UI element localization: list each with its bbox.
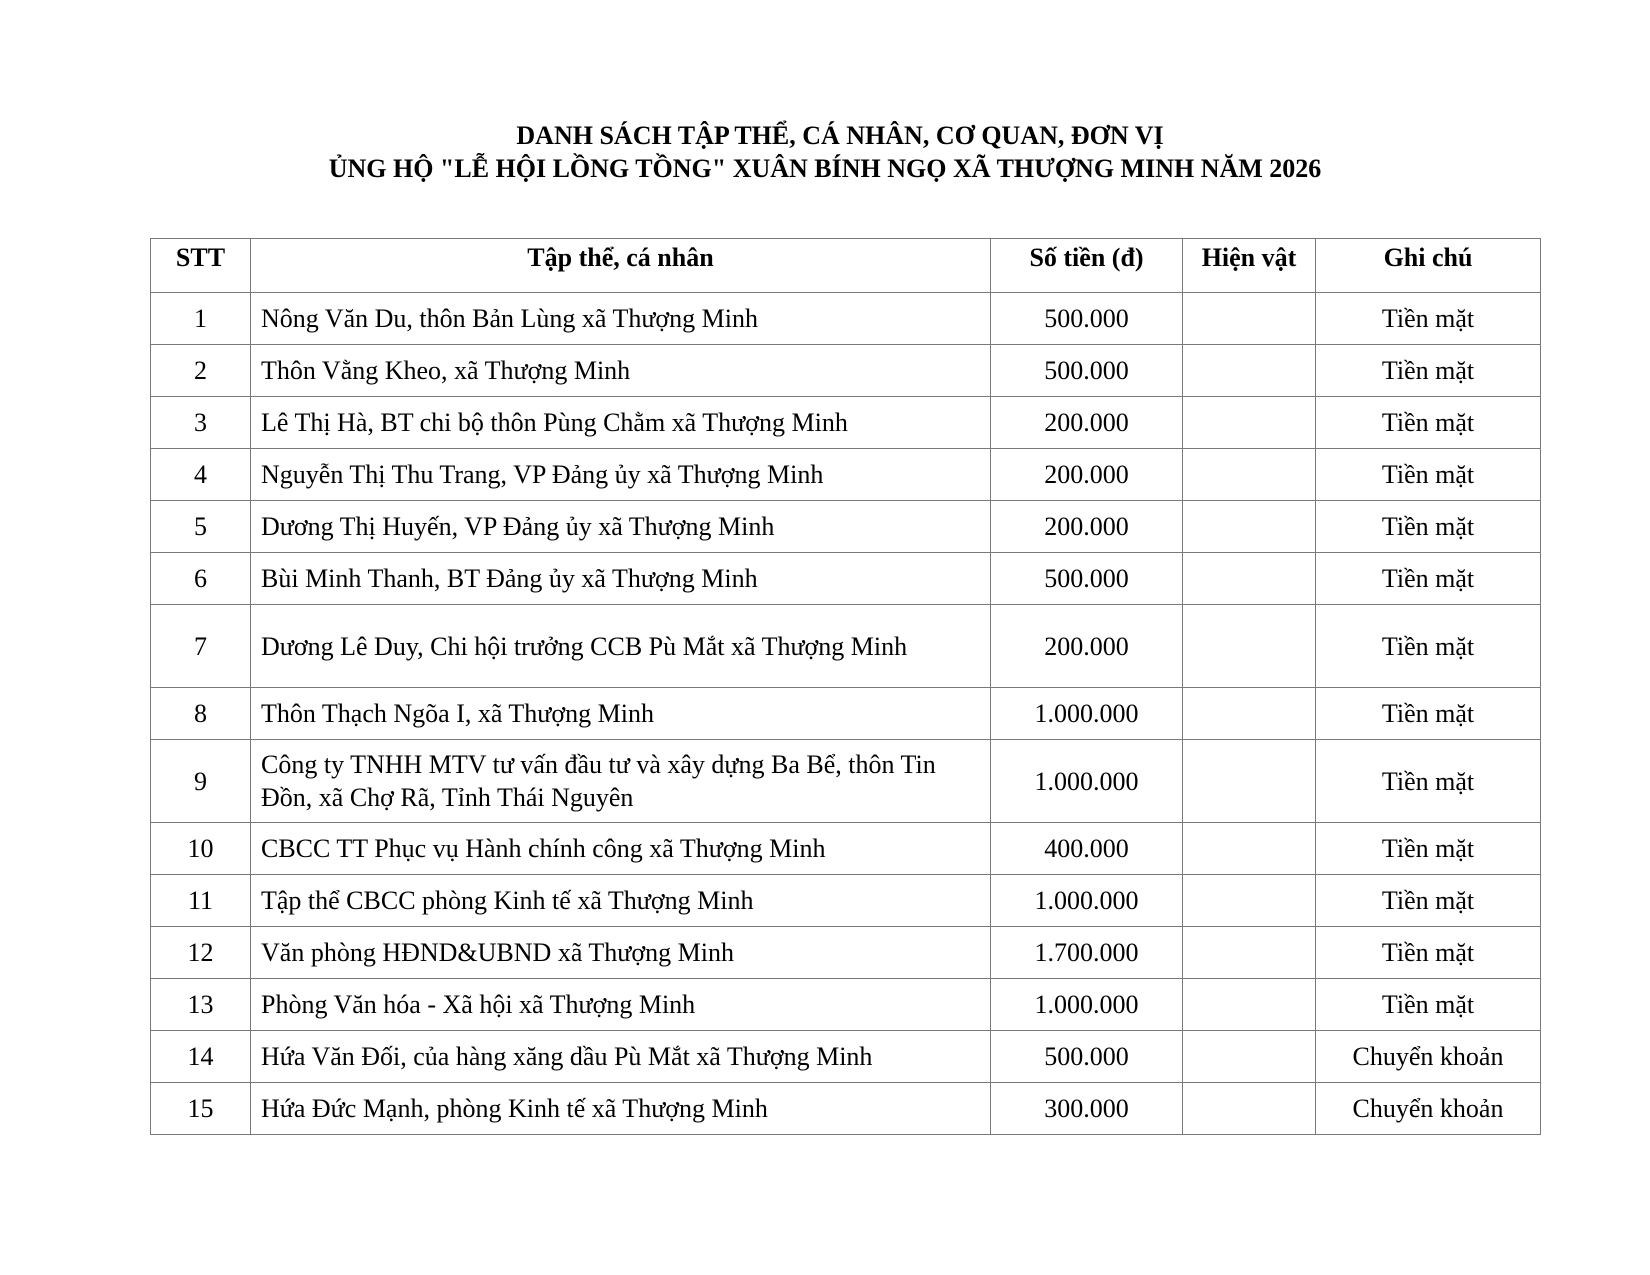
cell-name: Bùi Minh Thanh, BT Đảng ủy xã Thượng Minh	[251, 553, 991, 605]
cell-stt: 1	[151, 293, 251, 345]
cell-name: Hứa Đức Mạnh, phòng Kinh tế xã Thượng Minh	[251, 1083, 991, 1135]
cell-amount: 500.000	[991, 345, 1183, 397]
cell-note: Chuyển khoản	[1316, 1031, 1541, 1083]
cell-note: Tiền mặt	[1316, 979, 1541, 1031]
cell-in-kind	[1183, 1031, 1316, 1083]
cell-name: Lê Thị Hà, BT chi bộ thôn Pùng Chằm xã Thượng Minh	[251, 397, 991, 449]
header-note: Ghi chú	[1316, 239, 1541, 293]
cell-name: Phòng Văn hóa - Xã hội xã Thượng Minh	[251, 979, 991, 1031]
cell-note: Tiền mặt	[1316, 345, 1541, 397]
cell-in-kind	[1183, 345, 1316, 397]
cell-name: Nông Văn Du, thôn Bản Lùng xã Thượng Minh	[251, 293, 991, 345]
cell-note: Tiền mặt	[1316, 605, 1541, 688]
cell-stt: 9	[151, 740, 251, 823]
cell-note: Chuyển khoản	[1316, 1083, 1541, 1135]
cell-in-kind	[1183, 397, 1316, 449]
cell-stt: 11	[151, 875, 251, 927]
cell-in-kind	[1183, 740, 1316, 823]
cell-name: Dương Lê Duy, Chi hội trưởng CCB Pù Mắt xã Thượng Minh	[251, 605, 991, 688]
table-row	[151, 397, 1541, 449]
table-row	[151, 979, 1541, 1031]
table-row	[151, 875, 1541, 927]
cell-note: Tiền mặt	[1316, 501, 1541, 553]
cell-amount: 500.000	[991, 293, 1183, 345]
cell-note: Tiền mặt	[1316, 740, 1541, 823]
cell-amount: 200.000	[991, 501, 1183, 553]
cell-note: Tiền mặt	[1316, 293, 1541, 345]
cell-amount: 200.000	[991, 449, 1183, 501]
table-row	[151, 688, 1541, 740]
cell-stt: 2	[151, 345, 251, 397]
cell-in-kind	[1183, 927, 1316, 979]
title-line-2: ỦNG HỘ "LỄ HỘI LỒNG TỒNG" XUÂN BÍNH NGỌ XÃ THƯỢNG MINH NĂM 2026	[328, 154, 1322, 183]
cell-stt: 5	[151, 501, 251, 553]
cell-name: Văn phòng HĐND&UBND xã Thượng Minh	[251, 927, 991, 979]
cell-in-kind	[1183, 553, 1316, 605]
table-row	[151, 293, 1541, 345]
cell-in-kind	[1183, 688, 1316, 740]
header-stt: STT	[151, 239, 251, 293]
cell-stt: 14	[151, 1031, 251, 1083]
table-row	[151, 605, 1541, 688]
cell-amount: 400.000	[991, 823, 1183, 875]
table-row	[151, 1031, 1541, 1083]
cell-stt: 8	[151, 688, 251, 740]
cell-stt: 7	[151, 605, 251, 688]
header-in-kind: Hiện vật	[1183, 239, 1316, 293]
table-row	[151, 553, 1541, 605]
donation-table	[150, 238, 1541, 1135]
cell-stt: 3	[151, 397, 251, 449]
cell-stt: 13	[151, 979, 251, 1031]
cell-note: Tiền mặt	[1316, 553, 1541, 605]
cell-stt: 4	[151, 449, 251, 501]
cell-amount: 300.000	[991, 1083, 1183, 1135]
table-row	[151, 927, 1541, 979]
cell-name: Thôn Thạch Ngõa I, xã Thượng Minh	[251, 688, 991, 740]
cell-amount: 500.000	[991, 553, 1183, 605]
table-row	[151, 345, 1541, 397]
cell-amount: 200.000	[991, 605, 1183, 688]
cell-in-kind	[1183, 501, 1316, 553]
document-title	[0, 119, 1650, 185]
table-row	[151, 1083, 1541, 1135]
cell-amount: 1.000.000	[991, 875, 1183, 927]
table-row	[151, 740, 1541, 823]
table-body	[151, 293, 1541, 1135]
cell-name: CBCC TT Phục vụ Hành chính công xã Thượng Minh	[251, 823, 991, 875]
cell-amount: 1.000.000	[991, 979, 1183, 1031]
cell-in-kind	[1183, 449, 1316, 501]
cell-name: Công ty TNHH MTV tư vấn đầu tư và xây dựng Ba Bể, thôn Tin Đồn, xã Chợ Rã, Tỉnh Thái Nguyên	[251, 740, 991, 823]
header-row	[151, 239, 1541, 293]
cell-note: Tiền mặt	[1316, 449, 1541, 501]
cell-amount: 1.000.000	[991, 740, 1183, 823]
cell-in-kind	[1183, 293, 1316, 345]
cell-in-kind	[1183, 605, 1316, 688]
cell-in-kind	[1183, 1083, 1316, 1135]
cell-stt: 15	[151, 1083, 251, 1135]
cell-amount: 1.700.000	[991, 927, 1183, 979]
cell-stt: 10	[151, 823, 251, 875]
cell-note: Tiền mặt	[1316, 927, 1541, 979]
cell-amount: 1.000.000	[991, 688, 1183, 740]
cell-stt: 12	[151, 927, 251, 979]
cell-note: Tiền mặt	[1316, 823, 1541, 875]
cell-in-kind	[1183, 875, 1316, 927]
cell-name: Dương Thị Huyến, VP Đảng ủy xã Thượng Minh	[251, 501, 991, 553]
cell-name: Hứa Văn Đối, của hàng xăng dầu Pù Mắt xã Thượng Minh	[251, 1031, 991, 1083]
cell-stt: 6	[151, 553, 251, 605]
cell-amount: 200.000	[991, 397, 1183, 449]
header-name: Tập thể, cá nhân	[251, 239, 991, 293]
title-line-1: DANH SÁCH TẬP THỂ, CÁ NHÂN, CƠ QUAN, ĐƠN VỊ	[516, 121, 1164, 150]
cell-name: Thôn Vằng Kheo, xã Thượng Minh	[251, 345, 991, 397]
cell-amount: 500.000	[991, 1031, 1183, 1083]
cell-note: Tiền mặt	[1316, 688, 1541, 740]
cell-in-kind	[1183, 823, 1316, 875]
cell-in-kind	[1183, 979, 1316, 1031]
table-header	[151, 239, 1541, 293]
cell-note: Tiền mặt	[1316, 397, 1541, 449]
cell-name: Nguyễn Thị Thu Trang, VP Đảng ủy xã Thượng Minh	[251, 449, 991, 501]
header-amount: Số tiền (đ)	[991, 239, 1183, 293]
table-row	[151, 823, 1541, 875]
cell-name: Tập thể CBCC phòng Kinh tế xã Thượng Minh	[251, 875, 991, 927]
table-row	[151, 449, 1541, 501]
cell-note: Tiền mặt	[1316, 875, 1541, 927]
table-row	[151, 501, 1541, 553]
